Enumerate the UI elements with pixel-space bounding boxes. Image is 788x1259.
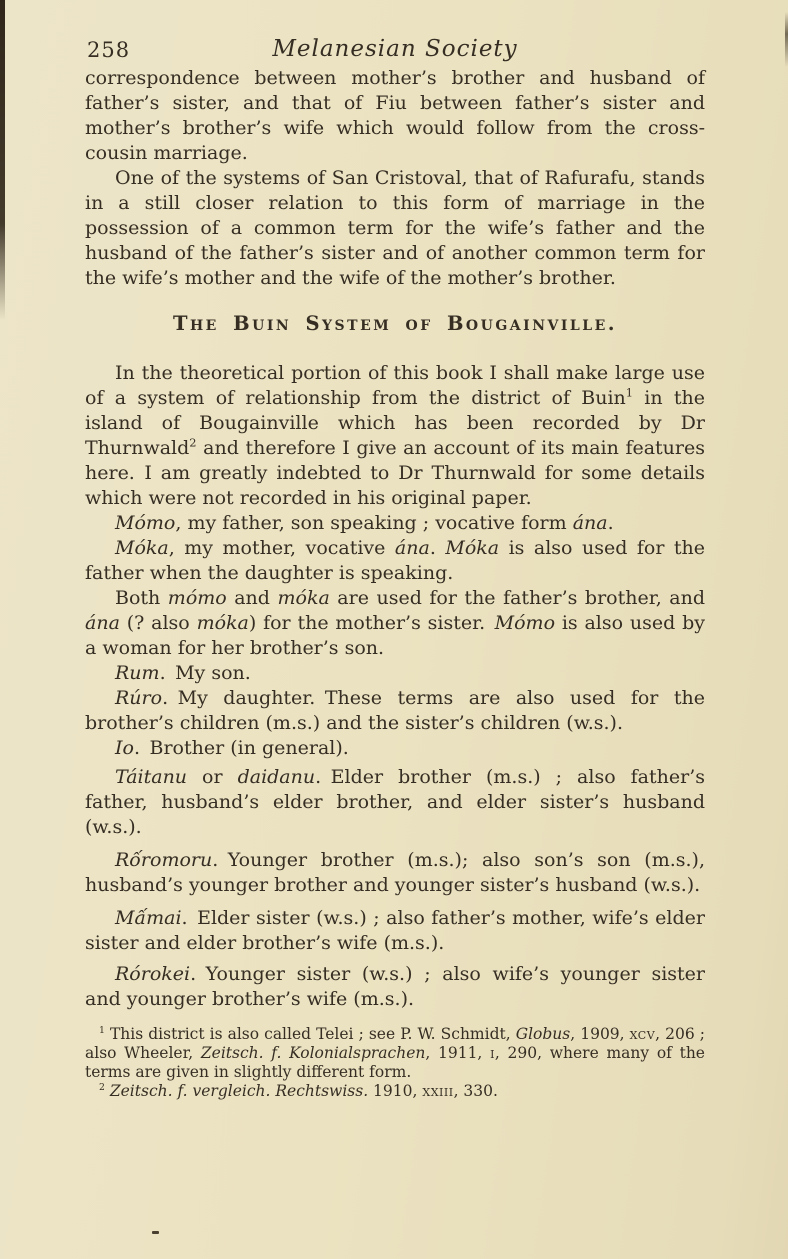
body-text	[85, 66, 705, 1101]
kin-term-entry: Mấmai. Elder sister (w.s.) ; also father’s mother, wife’s elder sister and elder brother’s wife (m.s.).	[85, 907, 705, 954]
kin-term-entry: Móka, my mother, vocative ána. Móka is also used for the father when the daughter is speaking.	[85, 537, 705, 584]
kin-term-entry: Io. Brother (in general).	[115, 737, 349, 759]
page-content	[85, 36, 705, 1101]
kin-term-entry: Mómo, my father, son speaking ; vocative form ána.	[115, 512, 614, 534]
kin-term-entry: Rum. My son.	[115, 662, 251, 684]
kin-term-list	[85, 511, 705, 1012]
section-heading: The Buin System of Bougainville.	[172, 312, 618, 335]
running-title: Melanesian Society	[272, 36, 518, 62]
paragraph: One of the systems of San Cristoval, that of Rafurafu, stands in a still closer relation to this form of marriage in the possession of a common term for the wife’s father and the husband of the father’s sister and of another common term for the wife’s mother and the wife of the mother’s brother.	[85, 167, 705, 289]
page-number: 258	[87, 38, 131, 62]
paragraph: correspondence between mother’s brother and husband of father’s sister, and that of Fiu between father’s sister and mother’s brother’s wife which would follow from the cross-cousin marriage.	[85, 67, 705, 164]
kin-term-entry: Both mómo and móka are used for the father’s brother, and ána (? also móka) for the mother’s sister. Mómo is also used by a woman for her brother’s son.	[85, 587, 706, 659]
page-header	[85, 36, 705, 66]
footnote: $^2$ Zeitsch. f. vergleich. Rechtswiss. 1910, xxiii, 330.	[99, 1081, 498, 1100]
paragraph: In the theoretical portion of this book I shall make large use of a system of relationship from the district of Buin$^1$ in the island of Bougainville which has been recorded by Dr Thurnwald$^2$ and therefore I give an account of its main features here. I am greatly indebted to Dr Thurnwald for some details which were not recorded in his original paper.	[85, 362, 705, 509]
scan-edge-shadow-left	[0, 0, 5, 320]
footnotes	[85, 1025, 705, 1101]
kin-term-entry: Rórokei. Younger sister (w.s.) ; also wife’s younger sister and younger brother’s wife (m.s.).	[85, 963, 705, 1010]
scan-speck	[152, 1231, 159, 1234]
kin-term-entry: Rốromoru. Younger brother (m.s.); also son’s son (m.s.), husband’s younger brother and younger sister’s husband (w.s.).	[85, 849, 705, 896]
kin-term-entry: Rúro. My daughter. These terms are also used for the brother’s children (m.s.) and the sister’s children (w.s.).	[85, 687, 705, 734]
footnote: $^1$ This district is also called Telei ; see P. W. Schmidt, Globus, 1909, xcv, 206 ; also Wheeler, Zeitsch. f. Kolonialsprachen, 1911, i, 290, where many of the terms are given in slightly different form.	[85, 1024, 705, 1081]
kin-term-entry: Táitanu or daidanu. Elder brother (m.s.) ; also father’s father, husband’s elder brother, and elder sister’s husband (w.s.).	[85, 766, 705, 838]
